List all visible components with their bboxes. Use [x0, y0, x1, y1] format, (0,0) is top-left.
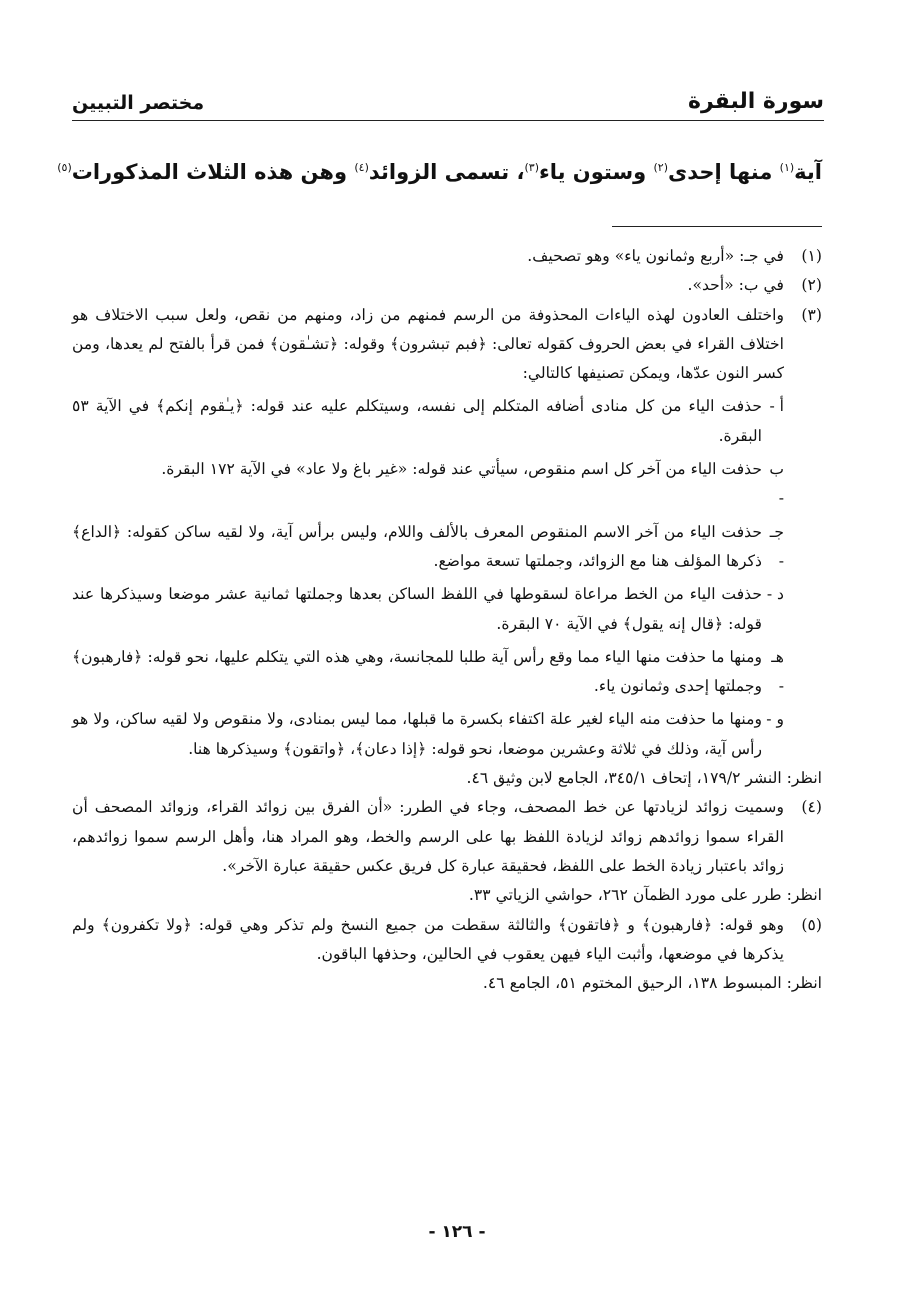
- footnotes: [72, 242, 822, 998]
- subitem-text: حذفت الياء من آخر الاسم المنقوص المعرف بالألف واللام، وليس برأس آية، ولا لقيه ساكن كقوله: ﴿الداع﴾ ذكرها المؤلف هنا مع الزوائد، وجملتها تسعة مواضع.: [72, 522, 762, 570]
- footnote-text: في جـ: «أربع وثمانون ياء» وهو تصحيف.: [527, 247, 784, 265]
- subitem-text: ومنها ما حذفت منه الياء لغير علة اكتفاء بكسرة ما قبلها، مما ليس بمنادى، ولا منقوص ولا لقيه ساكن، ولا هو رأس آية، وذلك في ثلاثة وعشرين موضعا، نحو قوله: ﴿إذا دعان﴾، ﴿واتقون﴾ وسيذكرها هنا.: [72, 710, 762, 758]
- footnote-text: وهو قوله: ﴿فارهبون﴾ و ﴿فاتقون﴾ والثالثة سقطت من جميع النسخ ولم تذكر وهي قوله: ﴿ولا تكفرون﴾ ولم يذكرها في موضعها، وأثبت الياء فيهن يعقوب في الحالين، وحذفها الباقون.: [72, 915, 784, 963]
- footnote-reference: انظر: طرر على مورد الظمآن ٢٦٢، حواشي الزياتي ٣٣.: [468, 886, 822, 905]
- footnote-text: وسميت زوائد لزيادتها عن خط المصحف، وجاء في الطرر: «أن الفرق بين زوائد القراء، وزوائد المصحف أن القراء سموا زوائدهم زوائد لزيادة اللفظ بها على الرسم والخط، وهو المراد هنا، وأهل الرسم سموا زوائدهم، زوائد باعتبار زيادة الخط على اللفظ، فحقيقة عبارة كل فريق عكس حقيقة عبارة الآخر».: [72, 798, 784, 875]
- footnote-subitem: [72, 705, 784, 764]
- book-title: مختصر التبيين: [72, 92, 205, 114]
- footnote-2: [72, 271, 822, 300]
- footnote-5: [72, 911, 822, 970]
- footnote-number: (٣): [801, 305, 822, 324]
- footnote-subitem: [72, 455, 784, 514]
- footnote-subitem: [72, 580, 784, 639]
- subitem-text: حذفت الياء من كل منادى أضافه المتكلم إلى نفسه، وسيتكلم عليه عند قوله: ﴿يـٰقوم إنكم﴾ في الآية ٥٣ البقرة.: [72, 397, 762, 445]
- subitem-mark: ب -: [769, 460, 784, 508]
- footnote-subitem: [72, 643, 784, 702]
- main-text-part: آية: [794, 160, 822, 184]
- footnote-1: [72, 242, 822, 271]
- subitem-mark: و -: [766, 710, 784, 729]
- subitem-mark: أ -: [769, 397, 784, 416]
- footnote-3: [72, 301, 822, 764]
- page-number: - ١٢٦ -: [428, 1222, 486, 1242]
- footnote-ref: (١): [779, 161, 795, 174]
- footnote-ref: (٤): [354, 161, 369, 174]
- main-text-part: وستون ياء: [538, 160, 654, 184]
- footnote-4: [72, 793, 822, 881]
- footnote-ref: (٣): [524, 161, 539, 174]
- main-text-part: منها إحدى: [668, 160, 780, 184]
- main-text: [57, 160, 822, 184]
- subitem-text: حذفت الياء من الخط مراعاة لسقوطها في اللفظ الساكن بعدها وجملتها ثمانية عشر موضعا وسيذكرها عند قوله: ﴿قال إنه يقول﴾ في الآية ٧٠ البقرة.: [72, 585, 762, 633]
- footnote-number: (٢): [801, 276, 822, 295]
- subitem-mark: هـ -: [771, 647, 784, 696]
- footnote-subitem: [72, 392, 784, 451]
- footnote-ref: (٥): [57, 161, 72, 174]
- footnote-reference: انظر: المبسوط ١٣٨، الرحيق المختوم ٥١، الجامع ٤٦.: [482, 974, 822, 993]
- subitem-mark: د -: [766, 585, 784, 604]
- footnote-ref: (٢): [653, 161, 668, 174]
- surah-title: سورة البقرة: [687, 89, 824, 114]
- footnote-separator: [612, 226, 822, 227]
- subitem-mark: جـ -: [769, 522, 784, 570]
- footnote-text: في ب: «أحد».: [687, 276, 784, 295]
- footnote-number: (٤): [801, 798, 822, 817]
- footnote-intro: واختلف العادون لهذه الياءات المحذوفة من الرسم فمنهم من زاد، ومنهم من نقص، ولعل سبب الاختلاف هو اختلاف القراء في بعض الحروف كقوله تعالى: ﴿فبم تبشرون﴾ وقوله: ﴿تشـٰقون﴾ فمن قرأ بالفتح لم يعدها، ومن كسر النون عدّها، ويمكن تصنيفها كالتالي:: [72, 305, 784, 383]
- subitem-text: ومنها ما حذفت منها الياء مما وقع رأس آية طلبا للمجانسة، وهي هذه التي يتكلم عليها، نحو قوله: ﴿فارهبون﴾ وجملتها إحدى وثمانون ياء.: [72, 647, 762, 696]
- running-header: [72, 82, 824, 121]
- subitem-text: حذفت الياء من آخر كل اسم منقوص، سيأتي عند قوله: «غير باغ ولا عاد» في الآية ١٧٢ البقرة.: [161, 460, 762, 479]
- footnote-reference: انظر: النشر ١٧٩/٢، إتحاف ٣٤٥/١، الجامع لابن وثيق ٤٦.: [466, 769, 822, 788]
- footnote-number: (٥): [801, 915, 822, 934]
- main-text-part: ، تسمى الزوائد: [368, 160, 525, 184]
- main-text-part: وهن هذه الثلاث المذكورات: [71, 160, 355, 184]
- footnote-subitem: [72, 518, 784, 577]
- footnote-number: (١): [801, 247, 822, 265]
